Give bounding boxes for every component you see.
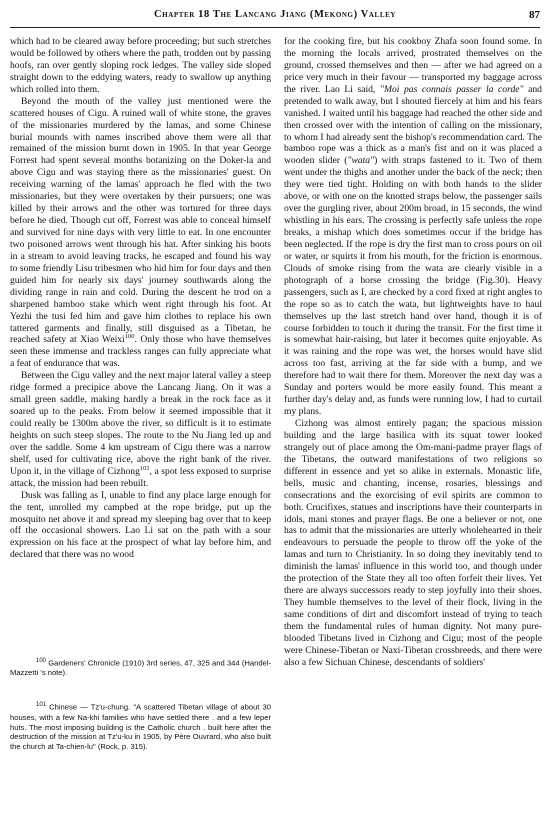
page-number: 87 — [529, 9, 540, 21]
footnote-number: 100 — [36, 658, 47, 664]
quote-italic: "Moi pas connais passer la corde" — [379, 83, 524, 95]
paragraph — [10, 96, 271, 371]
footnote-text: Chinese — Tz'u-chung. "A scattered Tibetan village of about 30 houses, with a few Na-khi families who have settled there . and a few leper huts. The most imposing building is the Catholic church . built here after the destruction of the mission at Tz'u-ku in 1905, by Père Ouvrard, who also built the church at Ta-chien-lu" (Rock, p. 315). — [10, 702, 271, 752]
footnote-ref-101[interactable]: 101 — [139, 464, 150, 472]
paragraph-text: Between the Cigu valley and the next major lateral valley a steep ridge formed a precipice above the Lancang Jiang. On it was a small green saddle, making hardly a break in the rock face as it soared up to the peaks. From below it seemed impossible that it could really be 1300m above the river, so difficult is it to estimate heights on such steep slopes. The route to the Nu Jiang led up and over the saddle. Some 4 km upstream of Cigu there was a narrow shelf, used for cultivating rice, above the right bank of the river. Upon it, in the village of Cizhong — [10, 370, 271, 477]
paragraph-text: Beyond the mouth of the valley just mentioned were the scattered houses of Cigu. A ruined wall of white stone, the graves of the missionaries murdered by the lamas, and some Chinese burial mounds with names inscribed above them were all that remained of the mission burnt down in 1905. In that year George Forrest had spent several months botanizing on the Doker-la and above Cigu and was staying there as the missionaries' guest. On receiving warning of the lamas' approach he fled with the two missionaries, but they were overtaken by their pursuers; one was killed by their arrows and the other was tortured for three days before he died. Though cut off, Forrest was able to conceal himself and survived for nine days with very little to eat. In one encounter two poisoned arrows went through his hat. After sinking his boots in a stream to avoid leaving tracks, he escaped and found his way to some friendly Lisu tribesmen who hid him for four days and then guided him for nearly six days' journey southwards along the dividing range in rain and cold. During the descent he trod on a sharpened bamboo stake which went right through his foot. At Yezhi the tusi fed him and gave him clothes to replace his own tattered garments and finally, still disguised as a Tibetan, he reached safety at Xiao Weixi — [10, 95, 271, 346]
header-rule — [10, 27, 540, 28]
paragraph — [10, 370, 271, 489]
paragraph: Cizhong was almost entirely pagan; the spacious mission building and the large basilica with its squat tower looked strangely out of place among the Om-mani-padme prayer flags of the Tibetans, the outward manifestations of two religions so different in essence and yet so alike in externals. Monastic life, bells, music and chanting, incense, rosaries, blessings and consecrations and the exorcising of evil spirits are common to both. Crucifixes, statues and inscriptions have their counterparts in idols, mani stones and prayer flags. Be one a believer or not, one has to admit that the missionaries are utterly wholehearted in their endeavours to persuade the people to throw off the yoke of the lamas and turn to Christianity. In so doing they inevitably tend to diminish the lamas' influence in this world too, and though under the protection of the State they all too often forfeit their lives. Yet there are always successors ready to step joyfully into their shoes. They humble themselves to the level of their flock, living in the same conditions of dirt and discomfort instead of trying to teach them the fundamental rules of human dignity. Not many pure-blooded Tibetans lived in Cizhong and Cigu; most of the people were Chinese-Tibetan or Naxi-Tibetan crossbreeds, and there were also a few Sichuan Chinese, descendants of soldiers' — [284, 418, 542, 668]
footnote-101 — [10, 702, 271, 752]
footnote-ref-100[interactable]: 100 — [124, 333, 135, 341]
footnotes — [10, 658, 271, 752]
footnote-text: Gardeners' Chronicle (1910) 3rd series, 47, 325 and 344 (Handel-Mazzetti 's note). — [10, 658, 271, 678]
paragraph: Dusk was falling as I, unable to find any place large enough for the tent, unrolled my campbed at the rope bridge, put up the mosquito net above it and spread my sleeping bag over that to keep off the occasional showers. Lao Li sat on the path with a sour expression on his face at the prospect of what lay before him, and declared that there was no wood — [10, 489, 271, 561]
left-column — [10, 36, 271, 561]
footnote-100 — [10, 658, 271, 678]
term-italic: "wata" — [347, 155, 375, 167]
right-column — [284, 36, 542, 669]
paragraph: which had to be cleared away before proceeding; but such stretches would be followed by others where the path, trodden out by passing hoofs, ran over gently sloping rock ledges. The valley side sloped straight down to the eddying waters, ready to swallow up anything which rolled into them. — [10, 36, 271, 95]
chapter-title: Chapter 18 The Lancang Jiang (Mekong) Valley — [153, 9, 397, 20]
running-header — [10, 9, 540, 25]
paragraph-text: ) with straps fastened to it. Two of them went under the thighs and another under the back of the neck; then they were tied tight. Holding on with both hands to the slider above, or with one on the knotted straps below, the passenger sails over the gurgling river, about 200m broad, in 15 seconds, the wind whistling in his ears. The crossing is perfectly safe unless the rope breaks, a mishap which does sometimes occur if the bridge has been neglected. If the rope is dry the first man to cross pours on oil or water, or squirts it from his mouth, for the friction is enormous. Clouds of smoke rising from the wata are clearly visible in a photograph of a horse crossing the bridge (Fig.30). Heavy passengers, such as I, are checked by a cord fixed at right angles to the rope so as to catch the wata, but lightweights have to haul themselves up the last stretch hand over hand, though it is of course forbidden to touch it during the transit. For the first time it is somewhat hair-raising, but later it becomes quite enjoyable. As it was raining and the rope was wet, the horses would have slid across too fast, arriving at the far side with a bump, and we therefore had to wait there for them. Moreover the next day was a Sunday and porters would be more easily found. This meant a further day's delay and, as funds were running low, I had to curtail my plans. — [284, 155, 542, 418]
paragraph-text: . Only those who have themselves seen these immense and trackless ranges can fully appreciate what a feat of endurance that was. — [10, 334, 271, 370]
paragraph-text: for the cooking fire, but his cookboy Zhafa soon found some. In the morning the locals arrived, prostrated themselves on the ground, crossed themselves and then — after we had agreed on a price very much in their favour — transported my baggage across the river. Lao Li said, — [284, 36, 542, 95]
footnote-number: 101 — [36, 702, 47, 709]
paragraph-text: and pretended to walk away, but I shouted fiercely at him and his fears vanished. I waited until his baggage had reached the other side and then crossed over with the intention of calling on the missionary, to whom I had already sent the bishop's recommendation card. The bamboo rope was a thick as a man's fist and on it was placed a wooden slider ( — [284, 83, 542, 167]
paragraph — [284, 36, 542, 418]
paragraph-text: , a spot less exposed to surprise attack, the mission had been rebuilt. — [10, 465, 271, 489]
